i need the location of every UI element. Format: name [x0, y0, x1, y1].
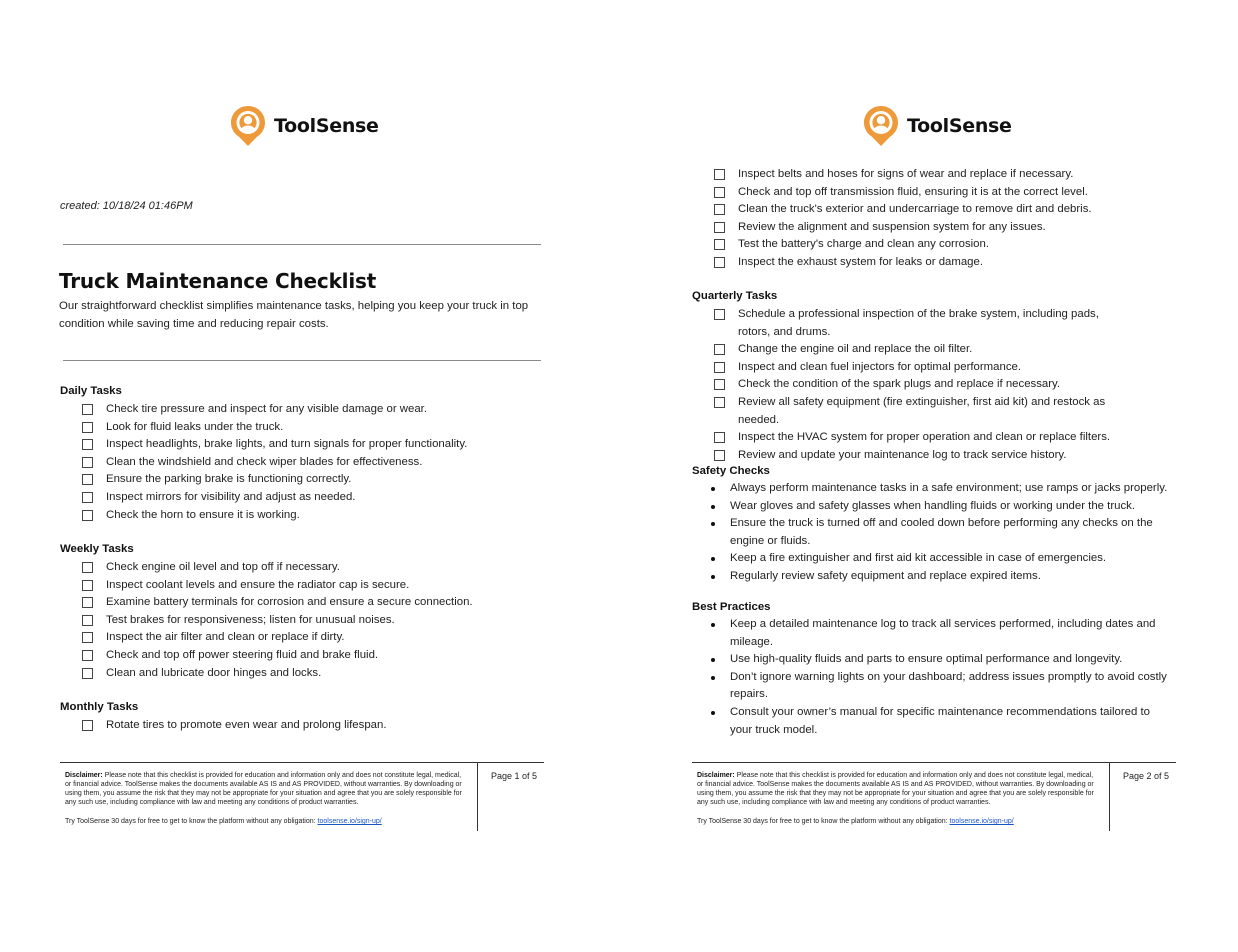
page-footer: [692, 762, 1176, 831]
checklist-item: Inspect the HVAC system for proper operation and clean or replace filters.: [692, 429, 1132, 447]
bullet-icon: [711, 487, 715, 491]
checkbox[interactable]: [82, 632, 93, 643]
checklist-item: Review all safety equipment (fire extinguisher, first aid kit) and restock as needed.: [692, 394, 1132, 429]
bullet-icon: [711, 522, 715, 526]
weekly-tasks-list: [60, 559, 473, 682]
checkbox[interactable]: [82, 474, 93, 485]
checklist-item: Inspect headlights, brake lights, and turn signals for proper functionality.: [60, 436, 467, 454]
checkbox[interactable]: [82, 668, 93, 679]
checklist-item: Inspect the air filter and clean or replace if dirty.: [60, 629, 473, 647]
brand-name: ToolSense: [274, 115, 379, 137]
monthly-tasks-list-continued: [692, 166, 1092, 272]
bullet-item: Wear gloves and safety glasses when handling fluids or working under the truck.: [692, 498, 1174, 516]
checkbox[interactable]: [714, 450, 725, 461]
created-timestamp: created: 10/18/24 01:46PM: [60, 200, 193, 212]
location-pin-user-icon: [230, 105, 266, 147]
bullet-item: Regularly review safety equipment and replace expired items.: [692, 568, 1174, 586]
bullet-icon: [711, 658, 715, 662]
checklist-item: Inspect mirrors for visibility and adjust as needed.: [60, 489, 467, 507]
bullet-item: Use high-quality fluids and parts to ensure optimal performance and longevity.: [692, 651, 1174, 669]
checkbox[interactable]: [714, 204, 725, 215]
checkbox[interactable]: [714, 344, 725, 355]
checklist-item: Ensure the parking brake is functioning correctly.: [60, 471, 467, 489]
section-title-daily: Daily Tasks: [60, 385, 122, 397]
bullet-item: Always perform maintenance tasks in a safe environment; use ramps or jacks properly.: [692, 480, 1174, 498]
checklist-item: Clean the windshield and check wiper blades for effectiveness.: [60, 454, 467, 472]
bullet-item: Keep a fire extinguisher and first aid kit accessible in case of emergencies.: [692, 550, 1174, 568]
section-title-monthly: Monthly Tasks: [60, 701, 139, 713]
checkbox[interactable]: [82, 562, 93, 573]
checklist-item: Test the battery's charge and clean any corrosion.: [692, 236, 1092, 254]
checkbox[interactable]: [714, 239, 725, 250]
checkbox[interactable]: [82, 492, 93, 503]
checkbox[interactable]: [714, 169, 725, 180]
checkbox[interactable]: [714, 222, 725, 233]
page-number: Page 2 of 5: [1123, 771, 1170, 781]
safety-checks-list: [692, 480, 1174, 586]
checklist-item: Check and top off transmission fluid, ensuring it is at the correct level.: [692, 184, 1092, 202]
checklist-item: Check the condition of the spark plugs and replace if necessary.: [692, 376, 1132, 394]
checkbox[interactable]: [82, 422, 93, 433]
checkbox[interactable]: [714, 309, 725, 320]
divider: [63, 360, 541, 361]
checklist-item: Schedule a professional inspection of the brake system, including pads, rotors, and drums.: [692, 306, 1132, 341]
divider: [63, 244, 541, 245]
checklist-item: Examine battery terminals for corrosion and ensure a secure connection.: [60, 594, 473, 612]
checkbox[interactable]: [82, 650, 93, 661]
checkbox[interactable]: [714, 187, 725, 198]
monthly-tasks-list: [60, 717, 387, 735]
trial-promo: Try ToolSense 30 days for free to get to know the platform without any obligation: toolsense.io/sign-up/: [697, 818, 1014, 825]
checkbox[interactable]: [82, 510, 93, 521]
page-title: Truck Maintenance Checklist: [59, 269, 377, 293]
checklist-item: Check the horn to ensure it is working.: [60, 507, 467, 525]
trial-promo: Try ToolSense 30 days for free to get to know the platform without any obligation: toolsense.io/sign-up/: [65, 818, 382, 825]
checkbox[interactable]: [714, 397, 725, 408]
signup-link[interactable]: toolsense.io/sign-up/: [317, 818, 382, 825]
section-title-quarterly: Quarterly Tasks: [692, 290, 778, 302]
checklist-item: Check tire pressure and inspect for any visible damage or wear.: [60, 401, 467, 419]
checkbox[interactable]: [82, 597, 93, 608]
page-footer: [60, 762, 544, 831]
bullet-item: Ensure the truck is turned off and cooled down before performing any checks on the engine or fluids.: [692, 515, 1174, 550]
disclaimer: Disclaimer: Please note that this checklist is provided for education and information only and does not constitute legal, medical, or financial advice. ToolSense makes the documents available AS IS and AS PROVIDED, without warranties. By downloading or using them, you assume the risk that they may not be appropriate for your situation and agree that you are solely responsible for any such use, including compliance with law and meeting any conditions of product warranties.: [65, 772, 462, 806]
footer-divider: [477, 763, 478, 831]
bullet-icon: [711, 711, 715, 715]
bullet-item: Consult your owner’s manual for specific maintenance recommendations tailored to your truck model.: [692, 704, 1174, 739]
checkbox[interactable]: [82, 457, 93, 468]
section-title-best-practices: Best Practices: [692, 601, 771, 613]
brand-logo: [863, 105, 1012, 147]
checklist-item: Clean the truck's exterior and undercarriage to remove dirt and debris.: [692, 201, 1092, 219]
bullet-icon: [711, 623, 715, 627]
bullet-item: Don’t ignore warning lights on your dashboard; address issues promptly to avoid costly repairs.: [692, 669, 1174, 704]
bullet-icon: [711, 676, 715, 680]
intro-text: Our straightforward checklist simplifies maintenance tasks, helping you keep your truck in top condition while saving time and reducing repair costs.: [59, 300, 529, 330]
checkbox[interactable]: [82, 615, 93, 626]
best-practices-list: [692, 616, 1174, 739]
checklist-item: Review and update your maintenance log to track service history.: [692, 447, 1132, 465]
checklist-item: Test brakes for responsiveness; listen for unusual noises.: [60, 612, 473, 630]
checklist-item: Check engine oil level and top off if necessary.: [60, 559, 473, 577]
checklist-item: Clean and lubricate door hinges and locks.: [60, 665, 473, 683]
checklist-item: Inspect and clean fuel injectors for optimal performance.: [692, 359, 1132, 377]
brand-name: ToolSense: [907, 115, 1012, 137]
checkbox[interactable]: [82, 404, 93, 415]
checkbox[interactable]: [714, 432, 725, 443]
brand-logo: [230, 105, 379, 147]
bullet-item: Keep a detailed maintenance log to track all services performed, including dates and mileage.: [692, 616, 1174, 651]
section-title-weekly: Weekly Tasks: [60, 543, 134, 555]
checkbox[interactable]: [714, 362, 725, 373]
checklist-item: Inspect belts and hoses for signs of wear and replace if necessary.: [692, 166, 1092, 184]
bullet-icon: [711, 505, 715, 509]
checkbox[interactable]: [82, 580, 93, 591]
checklist-item: Inspect the exhaust system for leaks or damage.: [692, 254, 1092, 272]
checkbox[interactable]: [714, 257, 725, 268]
checklist-item: Check and top off power steering fluid and brake fluid.: [60, 647, 473, 665]
checklist-item: Look for fluid leaks under the truck.: [60, 419, 467, 437]
daily-tasks-list: [60, 401, 467, 524]
section-title-safety: Safety Checks: [692, 465, 770, 477]
location-pin-user-icon: [863, 105, 899, 147]
checklist-item: Rotate tires to promote even wear and prolong lifespan.: [60, 717, 387, 735]
checklist-item: Change the engine oil and replace the oil filter.: [692, 341, 1132, 359]
bullet-icon: [711, 557, 715, 561]
footer-divider: [1109, 763, 1110, 831]
document-page-2: [633, 0, 1238, 952]
bullet-icon: [711, 575, 715, 579]
page-number: Page 1 of 5: [491, 771, 538, 781]
checkbox[interactable]: [82, 439, 93, 450]
checkbox[interactable]: [714, 379, 725, 390]
checklist-item: Review the alignment and suspension system for any issues.: [692, 219, 1092, 237]
disclaimer: Disclaimer: Please note that this checklist is provided for education and information only and does not constitute legal, medical, or financial advice. ToolSense makes the documents available AS IS and AS PROVIDED, without warranties. By downloading or using them, you assume the risk that they may not be appropriate for your situation and agree that you are solely responsible for any such use, including compliance with law and meeting any conditions of product warranties.: [697, 772, 1094, 806]
checklist-item: Inspect coolant levels and ensure the radiator cap is secure.: [60, 577, 473, 595]
checkbox[interactable]: [82, 720, 93, 731]
signup-link[interactable]: toolsense.io/sign-up/: [949, 818, 1014, 825]
quarterly-tasks-list: [692, 306, 1132, 464]
